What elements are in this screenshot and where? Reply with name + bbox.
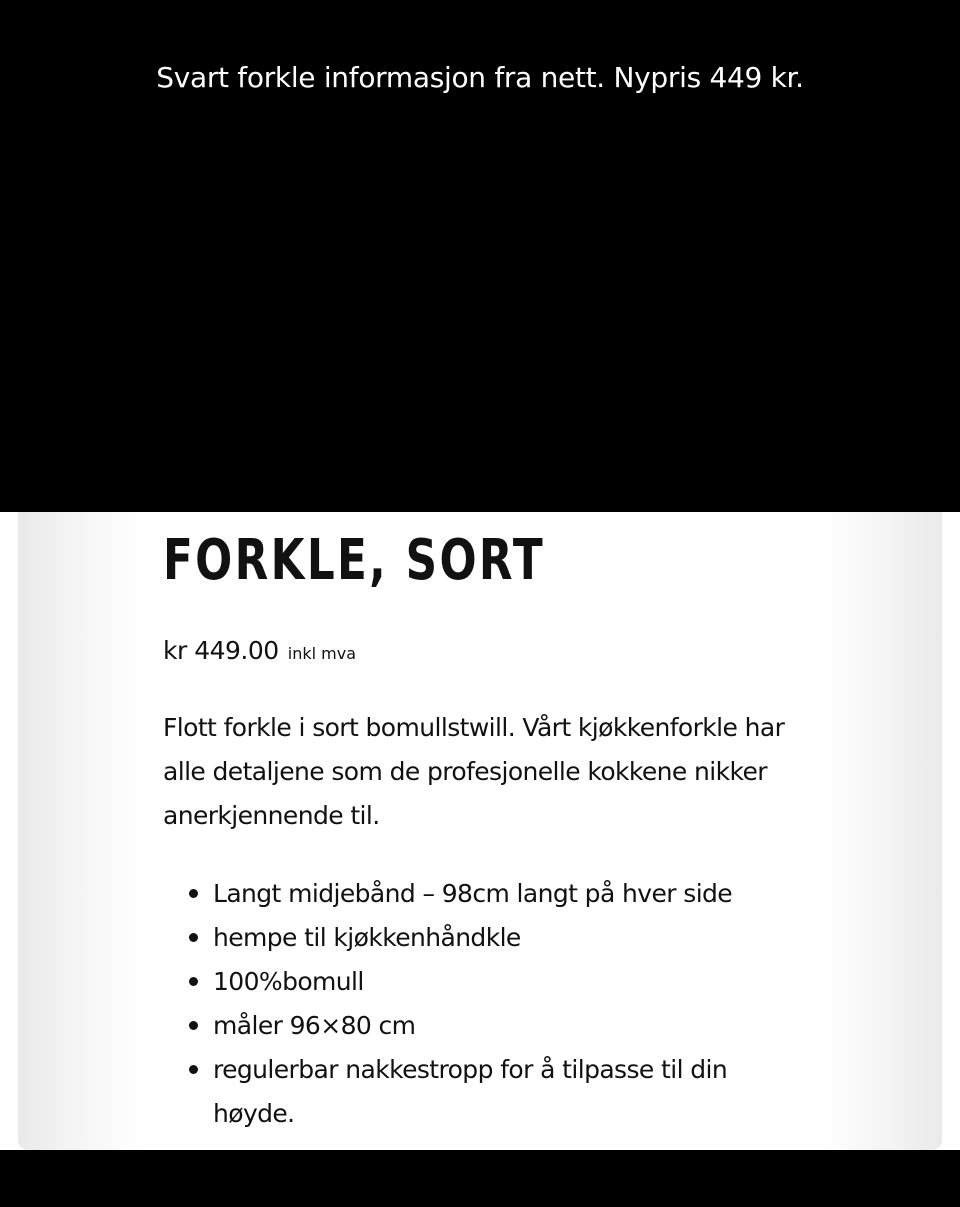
feature-text: regulerbar nakkestropp for å tilpasse til din høyde.	[213, 1055, 728, 1128]
product-price: kr 449.00	[163, 636, 279, 665]
product-screenshot	[0, 512, 960, 1150]
bullet-icon	[189, 1021, 198, 1030]
product-card	[138, 512, 823, 1150]
feature-text: 100%bomull	[213, 967, 364, 996]
bullet-icon	[189, 1065, 198, 1074]
vat-note: inkl mva	[287, 644, 357, 663]
bullet-icon	[189, 977, 198, 986]
feature-item	[189, 916, 809, 960]
feature-text: Langt midjebånd – 98cm langt på hver side	[213, 879, 733, 908]
product-description: Flott forkle i sort bomullstwill. Vårt kjøkkenforkle har alle detaljene som de profesjonelle kokkene nikker anerkjennende til.	[163, 713, 785, 830]
bullet-icon	[189, 889, 198, 898]
feature-item	[189, 1048, 809, 1136]
feature-text: hempe til kjøkkenhåndkle	[213, 923, 521, 952]
price-row	[163, 636, 356, 665]
feature-list	[189, 872, 809, 1136]
image-caption: Svart forkle informasjon fra nett. Nypris 449 kr.	[156, 61, 804, 94]
bullet-icon	[189, 933, 198, 942]
feature-text: måler 96×80 cm	[213, 1011, 416, 1040]
feature-item	[189, 960, 809, 1004]
feature-item	[189, 872, 809, 916]
product-title: FORKLE, SORT	[163, 528, 546, 593]
feature-item	[189, 1004, 809, 1048]
page-shadow-right	[822, 512, 942, 1150]
page-shadow-left	[18, 512, 140, 1150]
